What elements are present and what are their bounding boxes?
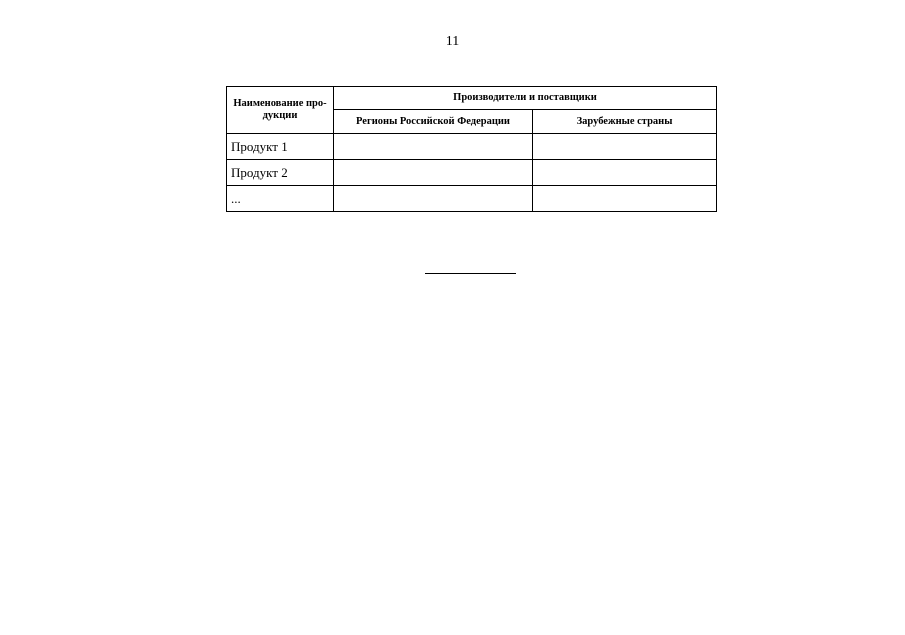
- cell-foreign: [533, 134, 717, 160]
- cell-regions: [334, 134, 533, 160]
- table-row: [227, 134, 717, 160]
- header-producers-suppliers: Производители и поставщики: [334, 87, 717, 110]
- header-russian-regions: Регионы Российской Федерации: [334, 110, 533, 134]
- cell-regions: [334, 160, 533, 186]
- end-divider-line: [425, 273, 516, 274]
- cell-regions: [334, 186, 533, 212]
- table-row: [227, 186, 717, 212]
- products-table: [226, 86, 717, 212]
- cell-foreign: [533, 186, 717, 212]
- table-row: [227, 160, 717, 186]
- page-number: 11: [445, 34, 460, 49]
- table-header-row: [227, 87, 717, 110]
- header-product-name: Наименование про-дукции: [227, 87, 334, 134]
- cell-foreign: [533, 160, 717, 186]
- cell-product-name: ...: [227, 186, 334, 212]
- cell-product-name: Продукт 1: [227, 134, 334, 160]
- cell-product-name: Продукт 2: [227, 160, 334, 186]
- header-foreign-countries: Зарубежные страны: [533, 110, 717, 134]
